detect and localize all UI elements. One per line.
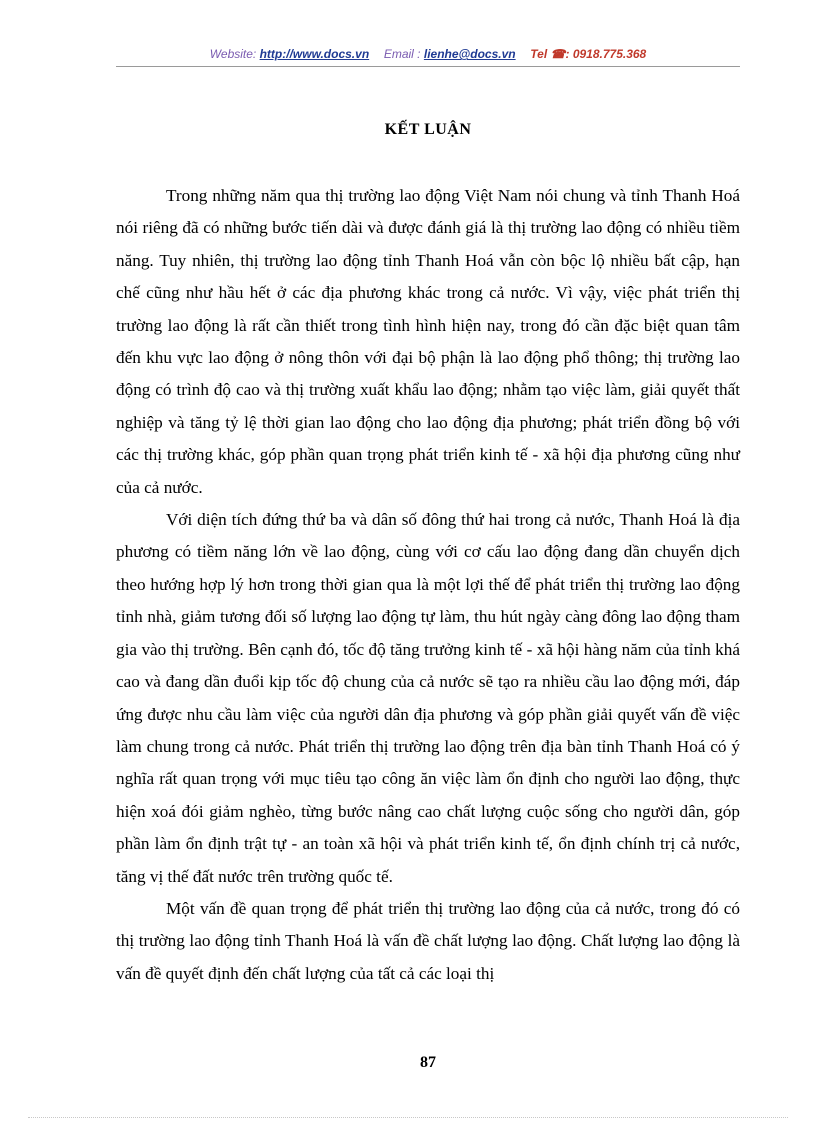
section-title: KẾT LUẬN (384, 121, 472, 138)
page-number: 87 (420, 1054, 436, 1071)
paragraph-2: Với diện tích đứng thứ ba và dân số đông thứ hai trong cả nước, Thanh Hoá là địa phương có tiềm năng lớn về lao động, cùng với cơ cấu lao động đang dần chuyển dịch theo hướng hợp lý hơn trong thời gian qua là một lợi thế để phát triển thị trường lao động tỉnh nhà, giảm tương đối số lượng lao động tự làm, thu hút ngày càng đông lao động tham gia vào thị trường. Bên cạnh đó, tốc độ tăng trưởng kinh tế - xã hội hàng năm của tỉnh khá cao và đang dần đuổi kịp tốc độ chung của cả nước sẽ tạo ra nhiều cầu lao động mới, đáp ứng được nhu cầu làm việc của người dân địa phương và góp phần giải quyết vấn đề việc làm chung trong cả nước. Phát triển thị trường lao động trên địa bàn tỉnh Thanh Hoá có ý nghĩa rất quan trọng với mục tiêu tạo công ăn việc làm ổn định cho người lao động, thực hiện xoá đói giảm nghèo, từng bước nâng cao chất lượng cuộc sống cho người dân, góp phần làm ổn định trật tự - an toàn xã hội và phát triển kinh tế, ổn định chính trị cả nước, tăng vị thế đất nước trên trường quốc tế. (116, 510, 740, 886)
page-bottom-border (28, 1117, 788, 1118)
email-label: Email : (383, 47, 421, 61)
header-divider (116, 66, 740, 67)
website-label: Website: (209, 47, 257, 61)
email-link[interactable]: lienhe@docs.vn (423, 47, 516, 61)
tel-label: Tel ☎: (530, 47, 570, 61)
tel-number: 0918.775.368 (572, 47, 647, 61)
paragraph-1: Trong những năm qua thị trường lao động Việt Nam nói chung và tỉnh Thanh Hoá nói riêng đã có những bước tiến dài và được đánh giá là thị trường lao động có nhiều tiềm năng. Tuy nhiên, thị trường lao động tỉnh Thanh Hoá vẫn còn bộc lộ nhiều bất cập, hạn chế cũng như hầu hết ở các địa phương khác trong cả nước. Vì vậy, việc phát triển thị trường lao động là rất cần thiết trong tình hình hiện nay, trong đó cần đặc biệt quan tâm đến khu vực lao động ở nông thôn với đại bộ phận là lao động phổ thông; thị trường lao động có trình độ cao và thị trường xuất khẩu lao động; nhằm tạo việc làm, giải quyết thất nghiệp và tăng tỷ lệ thời gian lao động cho lao động địa phương; phát triển đồng bộ với các thị trường khác, góp phần quan trọng phát triển kinh tế - xã hội địa phương cũng như của cả nước. (116, 186, 740, 497)
page-header (116, 47, 740, 61)
website-link[interactable]: http://www.docs.vn (259, 47, 370, 61)
paragraph-3: Một vấn đề quan trọng để phát triển thị trường lao động của cả nước, trong đó có thị trường lao động tỉnh Thanh Hoá là vấn đề chất lượng lao động. Chất lượng lao động là vấn đề quyết định đến chất lượng của tất cả các loại thị (116, 898, 740, 983)
body-text (116, 180, 740, 990)
